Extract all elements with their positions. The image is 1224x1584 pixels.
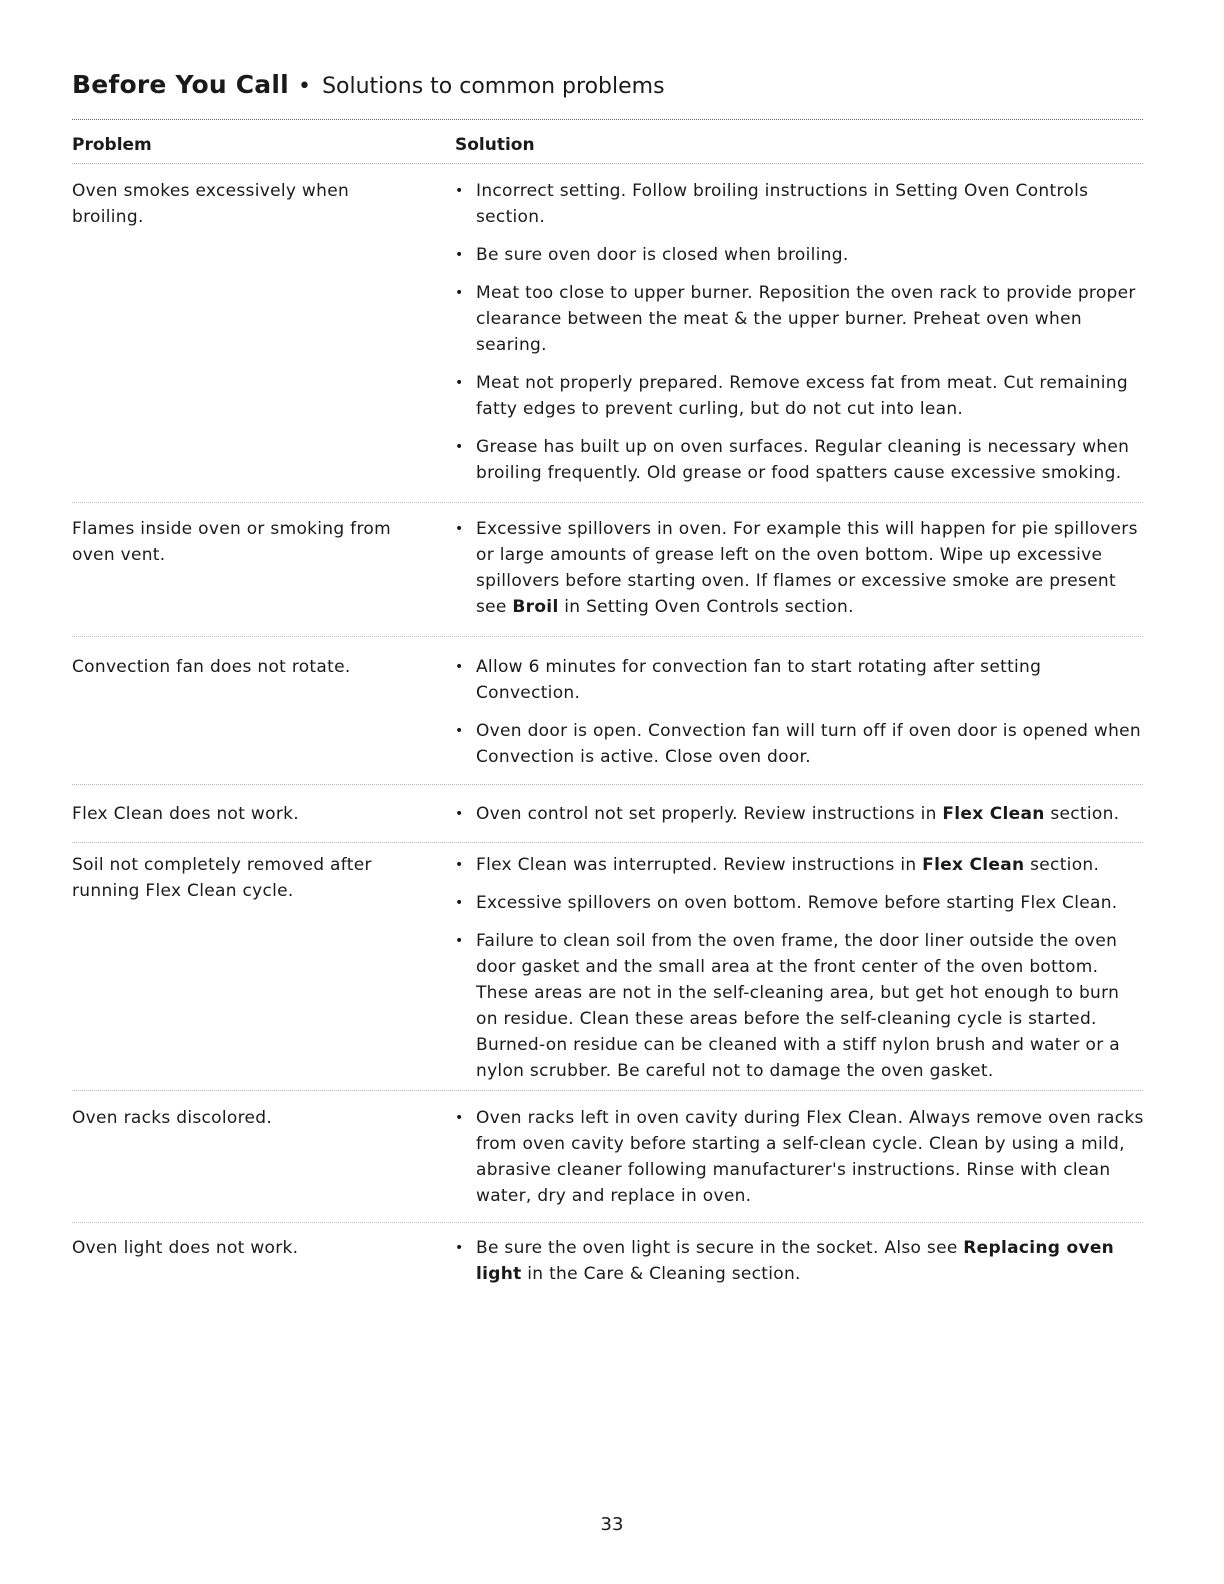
solution-list <box>455 654 1145 782</box>
solution-item: • Meat not properly prepared. Remove excess fat from meat. Cut remaining fatty edges to prevent curling, but do not cut into lean. <box>455 370 1145 422</box>
problem-text: Soil not completely removed after running Flex Clean cycle. <box>72 855 372 901</box>
header-divider <box>72 163 1143 164</box>
title-subtitle: Solutions to common problems <box>322 74 665 99</box>
solution-item: • Meat too close to upper burner. Reposition the oven rack to provide proper clearance between the meat & the upper burner. Preheat oven when searing. <box>455 280 1145 358</box>
row-divider <box>72 784 1143 785</box>
solution-item: • Oven control not set properly. Review instructions in Flex Clean section. <box>455 801 1145 827</box>
bold-ref: Flex Clean <box>922 855 1025 875</box>
solution-item: • Oven door is open. Convection fan will turn off if oven door is opened when Convection is active. Close oven door. <box>455 718 1145 770</box>
page-number: 33 <box>600 1514 624 1535</box>
bold-ref: Broil <box>512 597 559 617</box>
solution-item: • Oven racks left in oven cavity during Flex Clean. Always remove oven racks from oven cavity before starting a self-clean cycle. Clean by using a mild, abrasive cleaner following manufacturer's instructions. Rinse with clean water, dry and replace in oven. <box>455 1105 1145 1209</box>
problem-text: Flex Clean does not work. <box>72 804 299 824</box>
title-main: Before You Call <box>72 70 289 99</box>
solution-item: • Excessive spillovers on oven bottom. Remove before starting Flex Clean. <box>455 890 1145 916</box>
problem-text: Oven light does not work. <box>72 1238 299 1258</box>
problem-text: Convection fan does not rotate. <box>72 657 351 677</box>
solution-item: • Grease has built up on oven surfaces. Regular cleaning is necessary when broiling frequently. Old grease or food spatters cause excessive smoking. <box>455 434 1145 486</box>
row-divider <box>72 1222 1143 1223</box>
problem-text: Flames inside oven or smoking from oven vent. <box>72 519 391 565</box>
solution-list <box>455 178 1145 498</box>
solution-list <box>455 852 1145 1096</box>
row-divider <box>72 502 1143 503</box>
solution-item: • Be sure the oven light is secure in the socket. Also see Replacing oven light in the Care & Cleaning section. <box>455 1235 1145 1287</box>
column-header-solution: Solution <box>455 135 535 155</box>
bold-ref: Flex Clean <box>942 804 1045 824</box>
solution-list <box>455 1235 1145 1299</box>
row-divider <box>72 842 1143 843</box>
column-header-problem: Problem <box>72 135 152 155</box>
page-title <box>72 70 665 99</box>
solution-item: • Excessive spillovers in oven. For example this will happen for pie spillovers or large amounts of grease left on the oven bottom. Wipe up excessive spillovers before starting oven. If flames or excessive smoke are present see Broil in Setting Oven Controls section. <box>455 516 1145 620</box>
solution-list <box>455 516 1145 632</box>
solution-item: • Be sure oven door is closed when broiling. <box>455 242 1145 268</box>
solution-item: • Incorrect setting. Follow broiling instructions in Setting Oven Controls section. <box>455 178 1145 230</box>
solution-list <box>455 1105 1145 1221</box>
bold-ref: Replacing oven light <box>476 1238 1115 1284</box>
solution-item: • Failure to clean soil from the oven frame, the door liner outside the oven door gasket and the small area at the front center of the oven bottom. These areas are not in the self-cleaning area, but get hot enough to burn on residue. Clean these areas before the self-cleaning cycle is started. Burned-on residue can be cleaned with a stiff nylon brush and water or a nylon scrubber. Be careful not to damage the oven gasket. <box>455 928 1145 1084</box>
row-divider <box>72 1090 1143 1091</box>
solution-item: • Allow 6 minutes for convection fan to start rotating after setting Convection. <box>455 654 1145 706</box>
problem-text: Oven racks discolored. <box>72 1108 273 1128</box>
title-separator: • <box>298 74 311 99</box>
top-divider <box>72 119 1143 120</box>
solution-item: • Flex Clean was interrupted. Review instructions in Flex Clean section. <box>455 852 1145 878</box>
problem-text: Oven smokes excessively when broiling. <box>72 181 350 227</box>
row-divider <box>72 636 1143 637</box>
solution-list <box>455 801 1145 839</box>
